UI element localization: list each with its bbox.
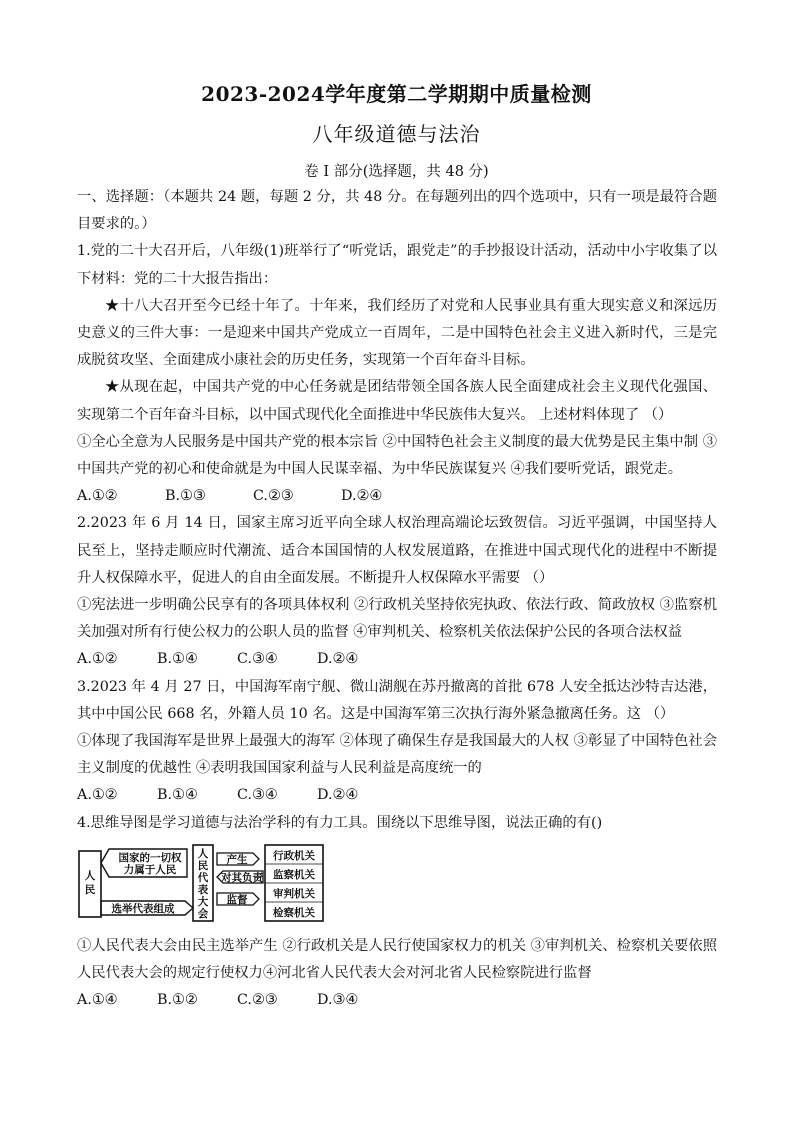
q3-option-c[interactable]: C.③④ [237,787,278,804]
q3-items: ①体现了我国海军是世界上最强大的海军 ②体现了确保生存是我国最大的人权 ③彰显了中国特色社会主义制度的优越性 ④表明我国国家利益与人民利益是高度统一的 [77,733,717,777]
q4-stem: 4.思维导图是学习道德与法治学科的有力工具。围绕以下思维导图，说法正确的有() [77,814,603,831]
svg-text:民: 民 [197,859,209,872]
elect-label: 选举代表组成 [111,902,175,915]
mind-map-diagram [77,843,327,925]
organ-judicial: 审判机关 [273,887,315,900]
organ-supervisory: 监察机关 [273,868,315,881]
q4-option-b[interactable]: B.①② [157,992,198,1009]
svg-text:人: 人 [197,847,209,860]
q3-option-b[interactable]: B.①④ [157,787,198,804]
q1-material-2: ★从现在起，中国共产党的中心任务就是团结带领全国各族人民全面建成社会主义现代化强国、实现第二个百年奋斗目标，以中国式现代化全面推进中华民族伟大复兴。 上述材料体现了 （） [77,379,717,423]
exam-subject: 八年级道德与法治 [312,122,481,146]
supervise-label: 监督 [226,893,248,906]
q2-stem: 2.2023 年 6 月 14 日，国家主席习近平向全球人权治理高端论坛致贺信。习近平强调，中国坚持人民至上，坚持走顺应时代潮流、适合本国国情的人权发展道路，在推进中国式现代化的进程中不断提升人权保障水平，促进人的自由全面发展。不断提升人权保障水平需要 （） [77,515,717,586]
q4-options [77,987,717,1014]
organ-administrative: 行政机关 [273,849,315,862]
q1-items: ①全心全意为人民服务是中国共产党的根本宗旨 ②中国特色社会主义制度的最大优势是民主集中制 ③中国共产党的初心和使命就是为中国人民谋幸福、为中华民族谋复兴 ④我们要听党话，跟党走。 [77,433,717,478]
q1-option-b[interactable]: B.①③ [165,488,206,505]
q1-material-1: ★十八大召开至今已经十年了。十年来，我们经历了对党和人民事业具有重大现实意义和深远历史意义的三件大事：一是迎来中国共产党成立一百周年，二是中国特色社会主义进入新时代，三是完成脱贫攻坚、全面建成小康社会的历史任务，实现第一个百年奋斗目标。 [77,297,717,369]
svg-text:代: 代 [197,871,209,884]
q4-option-a[interactable]: A.①④ [77,992,118,1009]
section-intro: 一、选择题：（本题共 24 题，每题 2 分，共 48 分。在每题列出的四个选项中，只有一项是最符合题目要求的。） [77,189,717,233]
power-line-1: 国家的一切权 [118,851,182,864]
q1-options [77,483,717,510]
q2-items: ①宪法进一步明确公民享有的各项具体权利 ②行政机关坚持依宪执政、依法行政、简政放权 ③监察机关加强对所有行使公权力的公职人员的监督 ④审判机关、检察机关依法保护公民的各项合法权益 [77,597,717,641]
responsible-label: 对其负责 [221,871,263,884]
q4-option-d[interactable]: D.③④ [317,992,359,1009]
q2-option-b[interactable]: B.①④ [157,651,198,668]
q3-option-a[interactable]: A.①② [77,787,118,804]
q3-option-d[interactable]: D.②④ [317,787,359,804]
q1-option-a[interactable]: A.①② [77,488,118,505]
q1-option-c[interactable]: C.②③ [253,488,294,505]
q2-option-c[interactable]: C.③④ [237,651,278,668]
svg-text:表: 表 [197,883,209,896]
people-char-1: 人 [84,869,96,882]
q1-stem: 1.党的二十大召开后，八年级(1)班举行了“听党话，跟党走”的手抄报设计活动，活动中小宇收集了以下材料：党的二十大报告指出： [77,243,717,287]
q2-option-a[interactable]: A.①② [77,651,118,668]
q2-option-d[interactable]: D.②④ [317,651,359,668]
q4-option-c[interactable]: C.②③ [237,992,278,1009]
produce-label: 产生 [226,853,248,866]
q2-options [77,646,717,673]
question-content [77,184,717,1014]
q3-stem: 3.2023 年 4 月 27 日，中国海军南宁舰、微山湖舰在苏丹撤离的首批 678 人安全抵达沙特吉达港，其中中国公民 668 名，外籍人员 10 名。这是中国海军第三次执行海外紧急撤离任务。这 （） [77,678,717,722]
part-heading: 卷 I 部分(选择题，共 48 分) [304,164,489,180]
q3-options [77,782,717,809]
congress-label [198,847,209,920]
organ-procuratorial: 检察机关 [273,906,315,919]
power-line-2: 力属于人民 [123,863,177,876]
exam-title: 2023-2024学年度第二学期期中质量检测 [201,82,592,106]
q4-items: ①人民代表大会由民主选举产生 ②行政机关是人民行使国家权力的机关 ③审判机关、检察机关要依照人民代表大会的规定行使权力④河北省人民代表大会对河北省人民检察院进行监督 [77,937,717,982]
people-char-2: 民 [84,883,96,896]
svg-text:大: 大 [197,895,209,908]
svg-text:会: 会 [197,907,209,920]
q1-option-d[interactable]: D.②④ [341,488,383,505]
